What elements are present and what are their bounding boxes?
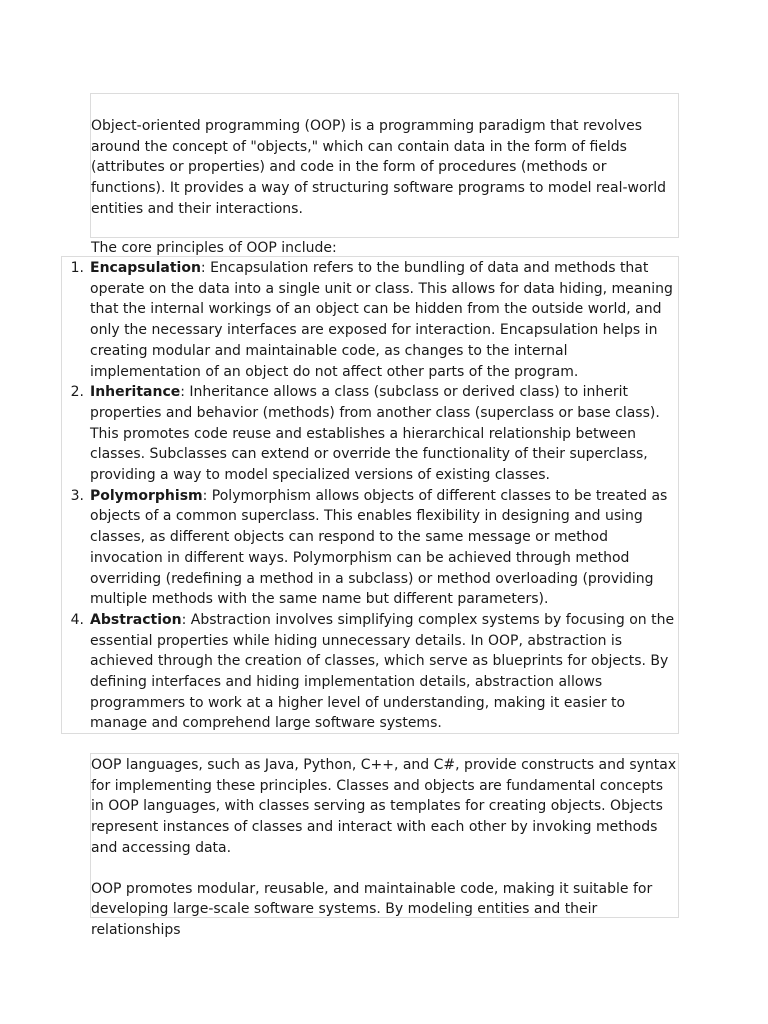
- principles-list-section: [61, 256, 679, 734]
- list-item-description: : Encapsulation refers to the bundling of data and methods that operate on the data into a single unit or class. This allows for data hiding, meaning that the internal workings of an object can be hidden from the outside world, and only the necessary interfaces are exposed for interaction. Encapsulation helps in creating modular and maintainable code, as changes to the internal implementation of an object do not affect other parts of the program.: [90, 260, 673, 380]
- list-item-term: Polymorphism: [90, 487, 203, 504]
- list-item-number: 2.: [70, 384, 84, 401]
- principles-lead-in: The core principles of OOP include:: [91, 240, 337, 257]
- intro-paragraph: Object-oriented programming (OOP) is a programming paradigm that revolves around the concept of "objects," which can contain data in the form of fields (attributes or properties) and code in the form of procedures (methods or functions). It provides a way of structuring software programs to model real-world entities and their interactions.: [91, 118, 667, 217]
- list-item-description: : Inheritance allows a class (subclass or derived class) to inherit properties and behavior (methods) from another class (superclass or base class). This promotes code reuse and establishes a hierarchical relationship between classes. Subclasses can extend or override the functionality of their superclass, providing a way to model specialized versions of existing classes.: [90, 384, 660, 484]
- list-item-polymorphism: [70, 486, 678, 610]
- intro-section: [90, 93, 679, 257]
- list-item-description: : Polymorphism allows objects of different classes to be treated as objects of a common superclass. This enables flexibility in designing and using classes, as different objects can respond to the same message or method invocation in different ways. Polymorphism can be achieved through method overriding (redefining a method in a subclass) or method overloading (providing multiple methods with the same name but different parameters).: [90, 487, 668, 608]
- list-item-number: 4.: [70, 611, 84, 628]
- languages-paragraph: OOP languages, such as Java, Python, C++, and C#, provide constructs and syntax for implementing these principles. Classes and objects are fundamental concepts in OOP languages, with classes serving as templates for creating objects. Objects represent instances of classes and interact with each other by invoking methods and accessing data.: [91, 757, 677, 856]
- benefits-paragraph: OOP promotes modular, reusable, and maintainable code, making it suitable for developing large-scale software systems. By modeling entities and their relationships: [91, 880, 653, 938]
- paragraph-spacer: [91, 859, 678, 879]
- list-item-description: : Abstraction involves simplifying complex systems by focusing on the essential properties while hiding unnecessary details. In OOP, abstraction is achieved through the creation of classes, which serve as blueprints for objects. By defining interfaces and hiding implementation details, abstraction allows programmers to work at a higher level of understanding, making it easier to manage and comprehend large software systems.: [90, 611, 675, 732]
- list-item-term: Inheritance: [90, 384, 181, 401]
- paragraph-spacer: [91, 220, 678, 239]
- list-item-abstraction: [70, 610, 678, 734]
- list-item-encapsulation: [70, 258, 678, 382]
- list-item-inheritance: [70, 382, 678, 486]
- list-item-number: 1.: [70, 260, 84, 276]
- closing-section: [90, 753, 679, 938]
- list-item-term: Abstraction: [90, 611, 182, 628]
- list-item-number: 3.: [70, 487, 84, 504]
- list-item-term: Encapsulation: [90, 260, 201, 276]
- principles-list: [62, 258, 678, 734]
